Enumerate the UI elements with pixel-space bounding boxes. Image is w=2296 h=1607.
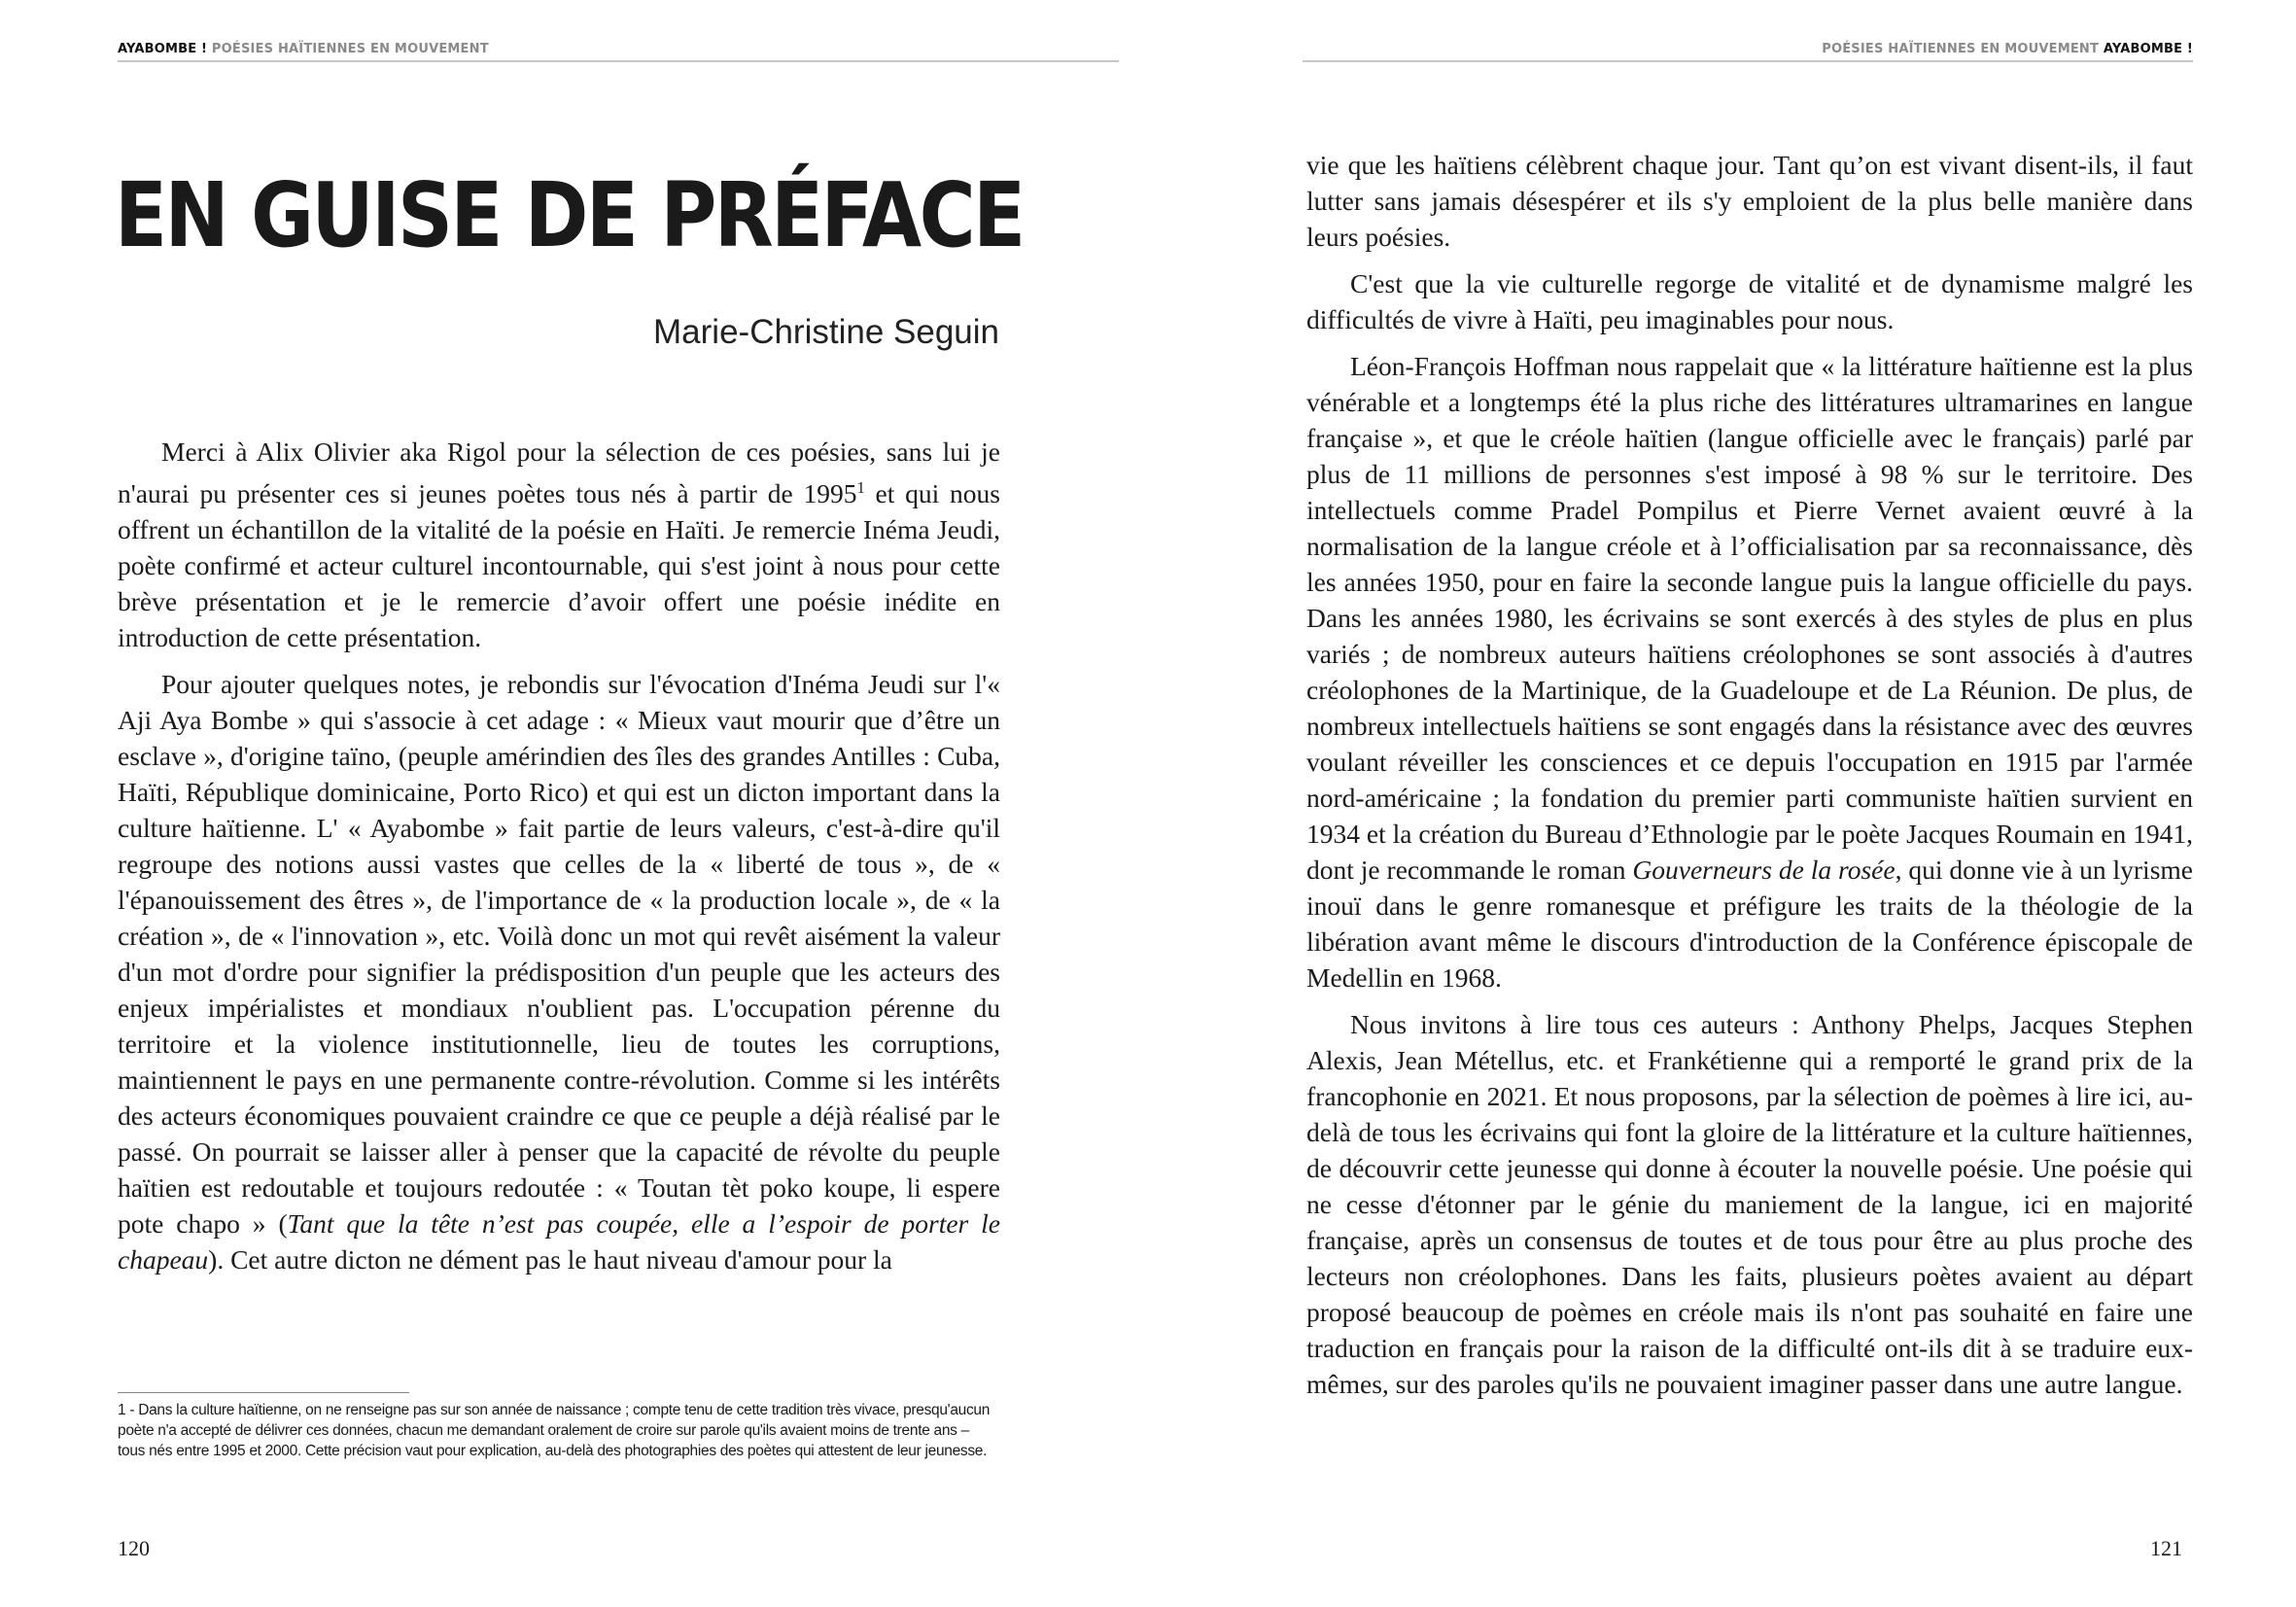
running-header-right [1303,43,2193,62]
footnote-divider [118,1392,409,1393]
header-subtitle: POÉSIES HAÏTIENNES EN MOUVEMENT [1822,42,2100,56]
header-subtitle: POÉSIES HAÏTIENNES EN MOUVEMENT [211,42,489,56]
header-brand: AYABOMBE ! [2103,42,2193,56]
book-title: Gouverneurs de la rosée [1632,855,1896,885]
paragraph: vie que les haïtiens célèbrent chaque jour. Tant qu’on est vivant disent-ils, il faut lutter sans jamais désespérer et ils s'y emploient de la plus belle manière dans leurs poésies. [1306,150,2193,252]
italic-translation: Tant que la tête n’est pas coupée, elle a l’espoir de porter le chapeau [118,1208,1000,1275]
paragraph [1306,348,2193,996]
footnote-ref: 1 [856,478,865,497]
text: Pour ajouter quelques notes, je rebondis sur l'évocation d'Inéma Jeudi sur l'« Aji Aya Bombe » qui s'associe à cet adage : « Mieux vaut mourir que d’être un esclave », d'origine taïno, (peuple amérindien des îles des grandes Antilles : Cuba, Haïti, République dominicaine, Porto Rico) et qui est un dicton important dans la culture haïtienne. L' « Ayabombe » fait partie de leurs valeurs, c'est-à-dire qu'il regroupe des notions aussi vastes que celles de la « liberté de tous », de « l'épanouissement des êtres », de l'importance de « la production locale », de « la création », de « l'innovation », etc. Voilà donc un mot qui revêt aisément la valeur d'un mot d'ordre pour signifier la prédisposition d'un peuple que les acteurs des enjeux impérialistes et mondiaux n'oublient pas. L'occupation pérenne du territoire et la violence institutionnelle, lieu de toutes les corruptions, maintiennent le pays en une permanente contre-révolution. Comme si les intérêts des acteurs économiques pouvaient craindre ce que ce peuple a déjà réalisé par le passé. On pourrait se laisser aller à penser que la capacité de révolte du peuple haïtien est redoutable et toujours redoutée : « Toutan tèt poko koupe, li espere pote chapo » ( [118,669,1000,1240]
right-column-body [1306,147,2193,1413]
page-number-left: 120 [118,1536,150,1560]
text: Léon-François Hoffman nous rappelait que « la littérature haïtienne est la plus vénérable et a longtemps été la plus riche des littératures ultramarines en langue française », et que le créole haïtien (langue officielle avec le français) parlé par plus de 11 millions de personnes s'est imposé à 98 % sur le territoire. Des intellectuels comme Pradel Pompilus et Pierre Vernet avaient œuvré à la normalisation de la langue créole et à l’officialisation par sa reconnaissance, dès les années 1950, pour en faire la seconde langue puis la langue officielle du pays. Dans les années 1980, les écrivains se sont exercés à des styles de plus en plus variés ; de nombreux auteurs haïtiens créolophones se sont associés à d'autres créolophones de la Martinique, de la Guadeloupe et de La Réunion. De plus, de nombreux intellectuels haïtiens se sont engagés dans la résistance avec des œuvres voulant réveiller les consciences et ce depuis l'occupation en 1915 par l'armée nord-américaine ; la fondation du premier parti communiste haïtien survient en 1934 et la création du Bureau d’Ethnologie par le poète Jacques Roumain en 1941, dont je recommande le roman [1306,351,2193,885]
footnote: 1 - Dans la culture haïtienne, on ne renseigne pas sur son année de naissance ; compte tenu de cette tradition très vivace, presqu'aucun poète n'a accepté de délivrer ces données, chacun me demandant oralement de croire sur parole qu'ils avaient moins de trente ans – tous nés entre 1995 et 2000. Cette précision vaut pour explication, au-delà des photographies des poètes qui attestent de leur jeunesse. [118,1402,991,1459]
running-header-left [118,43,1119,62]
paragraph: Nous invitons à lire tous ces auteurs : Anthony Phelps, Jacques Stephen Alexis, Jean Métellus, etc. et Frankétienne qui a remporté le grand prix de la francophonie en 2021. Et nous proposons, par la sélection de poèmes à lire ici, au-delà de tous les écrivains qui font la gloire de la littérature et la culture haïtiennes, de découvrir cette jeunesse qui donne à écouter la nouvelle poésie. Une poésie qui ne cesse d'étonner par le génie du maniement de la langue, ici en majorité française, après un consensus de toutes et de tous pour être au plus proche des lecteurs non créolophones. Dans les faits, plusieurs poètes avaient au départ proposé beaucoup de poèmes en créole mais ils n'ont pas souhaité en faire une traduction en français pour la raison de la difficulté ont-ils dit à se traduire eux-mêmes, sur des paroles qu'ils ne pouvaient imaginer passer dans une autre langue. [1306,1009,2193,1399]
author-name: Marie-Christine Seguin [653,313,999,351]
text: et qui nous offrent un échantillon de la vitalité de la poésie en Haïti. Je remercie Inéma Jeudi, poète confirmé et acteur culturel incontournable, qui s'est joint à nous pour cette brève présentation et je le remercie d’avoir offert une poésie inédite en introduction de cette présentation. [118,478,1000,653]
page-title: EN GUISE DE PRÉFACE [115,163,1024,267]
text: Merci à Alix Olivier aka Rigol pour la sélection de ces poésies, sans lui je n'aurai pu présenter ces si jeunes poètes tous nés à partir de 1995 [118,437,1000,509]
left-column-body [118,434,1000,1288]
paragraph [118,666,1000,1277]
header-brand: AYABOMBE ! [118,42,208,56]
text: ). Cet autre dicton ne dément pas le haut niveau d'amour pour la [208,1244,892,1275]
paragraph: C'est que la vie culturelle regorge de vitalité et de dynamisme malgré les difficultés de vivre à Haïti, peu imaginables pour nous. [1306,268,2193,334]
paragraph [118,434,1000,655]
page-number-right: 121 [2150,1536,2182,1560]
text: , qui donne vie à un lyrisme inouï dans le genre romanesque et préfigure les traits de la théologie de la libération avant même le discours d'introduction de la Conférence épiscopale de Medellin en 1968. [1306,855,2193,993]
